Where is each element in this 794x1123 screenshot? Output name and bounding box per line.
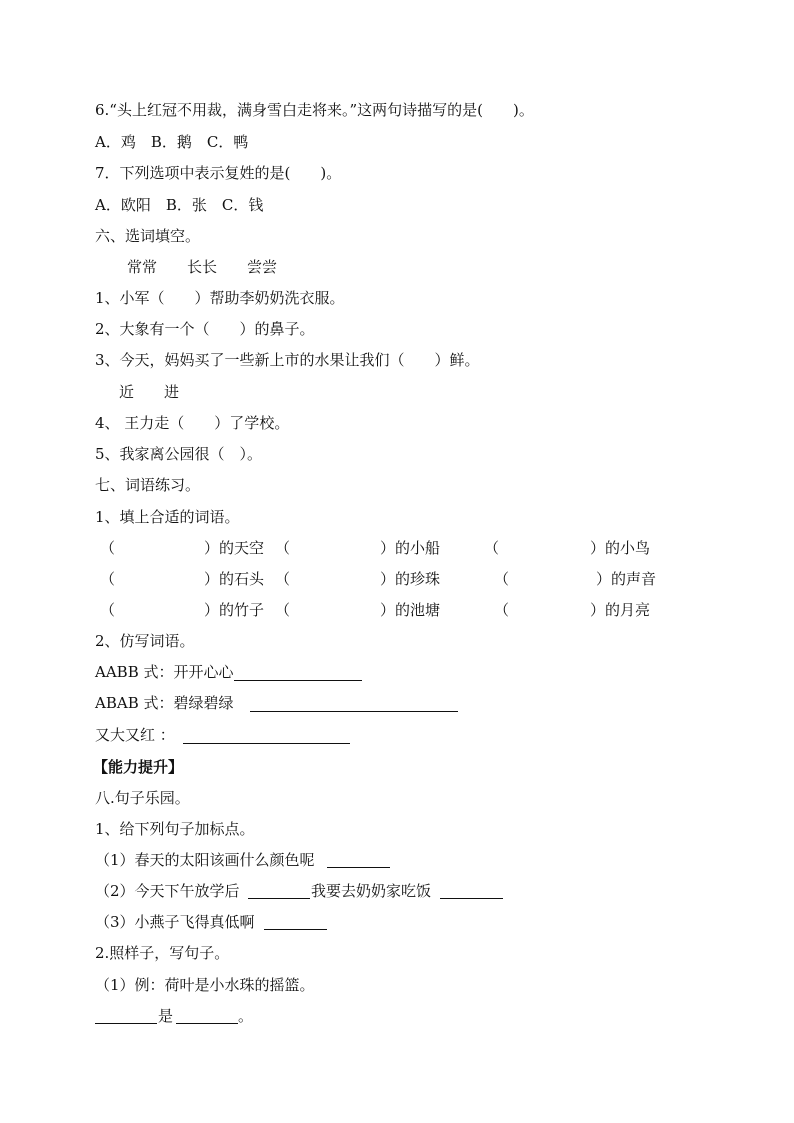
aabb-example: AABB 式：开开心心 (95, 663, 234, 681)
sentence-fill-mid: 是 (158, 1007, 174, 1025)
section-7-part-1: 1、填上合适的词语。 (95, 508, 240, 526)
question-6: 6.“头上红冠不用裁，满身雪白走将来。”这两句诗描写的是( )。 (95, 101, 534, 119)
section-7-title: 七、词语练习。 (95, 476, 201, 494)
grid-open-paren: （ (275, 601, 291, 619)
grid-open-paren: （ (100, 539, 116, 557)
abab-example: ABAB 式：碧绿碧绿 (95, 694, 234, 712)
section-8-part-1: 1、给下列句子加标点。 (95, 820, 255, 838)
punctuation-item-1: （1）春天的太阳该画什么颜色呢 (95, 851, 315, 869)
sentence-example: （1）例：荷叶是小水珠的摇篮。 (95, 976, 315, 994)
grid-cell: ）的月亮 (590, 601, 651, 619)
grid-open-paren: （ (494, 570, 510, 588)
punctuation-blank[interactable] (327, 867, 390, 868)
question-7: 7．下列选项中表示复姓的是( )。 (95, 164, 342, 182)
punctuation-item-3: （3）小燕子飞得真低啊 (95, 913, 255, 931)
grid-open-paren: （ (275, 539, 291, 557)
fill-sentence-4: 4、 王力走（ ）了学校。 (95, 414, 290, 432)
grid-cell: ）的石头 (204, 570, 265, 588)
section-8-title: 八.句子乐园。 (95, 789, 190, 807)
grid-open-paren: （ (494, 601, 510, 619)
grid-cell: ）的池塘 (380, 601, 441, 619)
fill-sentence-2: 2、大象有一个（ ）的鼻子。 (95, 320, 315, 338)
fill-sentence-3: 3、今天，妈妈买了一些新上市的水果让我们（ ）鲜。 (95, 351, 480, 369)
word-choices-2: 近 进 (119, 383, 180, 401)
section-8-part-2: 2.照样子，写句子。 (95, 944, 230, 962)
grid-open-paren: （ (484, 539, 500, 557)
grid-cell: ）的竹子 (204, 601, 265, 619)
grid-cell: ）的天空 (204, 539, 265, 557)
youda-answer-line[interactable] (183, 743, 350, 744)
sentence-blank[interactable] (95, 1023, 157, 1024)
question-7-options: A．欧阳 B．张 C．钱 (95, 196, 264, 214)
section-7-part-2: 2、仿写词语。 (95, 632, 195, 650)
question-6-options: A．鸡 B．鹅 C．鸭 (95, 133, 249, 151)
fill-sentence-5: 5、我家离公园很（ ）。 (95, 445, 263, 463)
fill-sentence-1: 1、小军（ ）帮助李奶奶洗衣服。 (95, 289, 345, 307)
grid-cell: ）的声音 (596, 570, 657, 588)
aabb-answer-line[interactable] (234, 680, 362, 681)
punctuation-blank[interactable] (440, 898, 503, 899)
abab-answer-line[interactable] (250, 711, 458, 712)
grid-open-paren: （ (100, 570, 116, 588)
punctuation-item-2b: 我要去奶奶家吃饭 (311, 882, 432, 900)
grid-open-paren: （ (100, 601, 116, 619)
grid-cell: ）的珍珠 (380, 570, 441, 588)
youda-example: 又大又红 ： (95, 726, 175, 744)
punctuation-item-2a: （2）今天下午放学后 (95, 882, 240, 900)
word-choices-1: 常常 长长 尝尝 (127, 258, 278, 276)
sentence-fill-end: 。 (238, 1007, 254, 1025)
punctuation-blank[interactable] (264, 929, 327, 930)
grid-cell: ）的小鸟 (590, 539, 651, 557)
sentence-blank[interactable] (176, 1023, 238, 1024)
ability-heading: 【能力提升】 (93, 758, 184, 776)
section-6-title: 六、选词填空。 (95, 227, 201, 245)
punctuation-blank[interactable] (248, 898, 310, 899)
grid-cell: ）的小船 (380, 539, 441, 557)
grid-open-paren: （ (275, 570, 291, 588)
